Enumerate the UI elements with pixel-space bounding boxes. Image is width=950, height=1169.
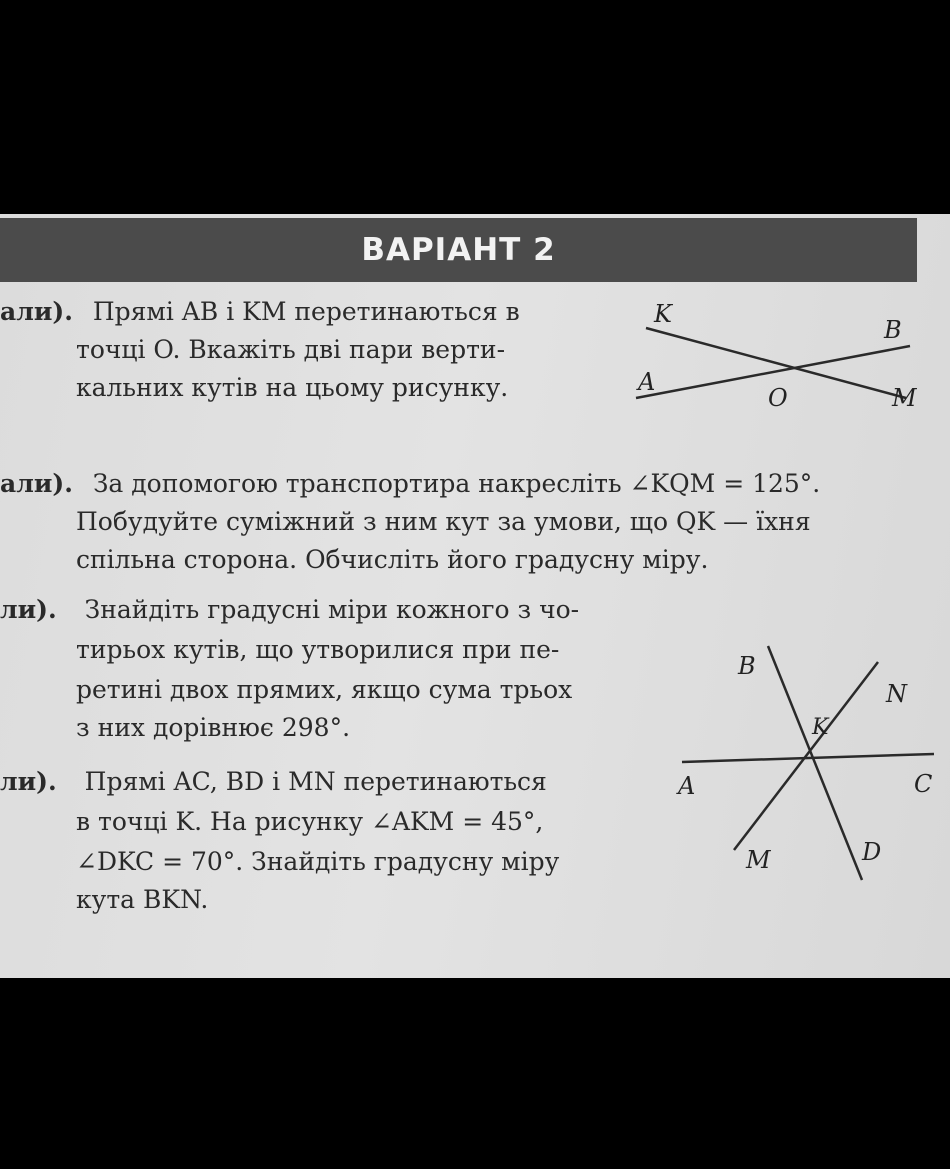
point-a-label: A xyxy=(638,368,656,396)
figure-2-lines-ac-bd-mn xyxy=(672,634,942,894)
task-4-label: ли). xyxy=(0,767,57,796)
point-k-label: K xyxy=(654,300,672,328)
point-m-label: M xyxy=(892,384,917,412)
task-4-line-2: в точці K. На рисунку ∠AKM = 45°, xyxy=(76,807,544,836)
task-2-line-3: спільна сторона. Обчисліть його градусну міру. xyxy=(76,545,709,574)
task-3-line-1: ли). Знайдіть градусні міри кожного з чо- xyxy=(0,595,580,624)
point-o-label: O xyxy=(768,384,788,412)
figure-1-lines-ab-km xyxy=(628,300,928,410)
task-1-line-2: точці O. Вкажіть дві пари верти- xyxy=(76,335,506,364)
point-m-label: M xyxy=(746,846,771,874)
variant-header: ВАРІАНТ 2 xyxy=(0,218,917,282)
page xyxy=(0,214,950,978)
point-a-label: A xyxy=(678,772,696,800)
point-n-label: N xyxy=(886,680,907,708)
task-1-label: али). xyxy=(0,297,73,326)
task-4-line-4: кута BKN. xyxy=(76,885,209,914)
task-1-line-1: али). Прямі AB і KM перетинаються в xyxy=(0,297,520,326)
point-k-label: K xyxy=(812,715,829,740)
line-bd xyxy=(768,646,862,880)
task-3-line-4: з них дорівнює 298°. xyxy=(76,713,351,742)
task-2-line-1: али). За допомогою транспортира накресліть ∠KQM = 125°. xyxy=(0,469,821,498)
task-2-line-2: Побудуйте суміжний з ним кут за умови, що QK — їхня xyxy=(76,507,811,536)
task-1-line-3: кальних кутів на цьому рисунку. xyxy=(76,373,509,402)
task-3-line-3: ретині двох прямих, якщо сума трьох xyxy=(76,675,573,704)
task-3-label: ли). xyxy=(0,595,57,624)
task-2-label: али). xyxy=(0,469,73,498)
point-b-label: B xyxy=(738,652,756,680)
point-d-label: D xyxy=(862,838,882,866)
point-b-label: B xyxy=(884,316,902,344)
task-4-line-3: ∠DKC = 70°. Знайдіть градусну міру xyxy=(76,847,560,876)
point-c-label: C xyxy=(914,770,933,798)
task-4-line-1: ли). Прямі AC, BD і MN перетинаються xyxy=(0,767,547,796)
task-3-line-2: тирьох кутів, що утворилися при пе- xyxy=(76,635,560,664)
